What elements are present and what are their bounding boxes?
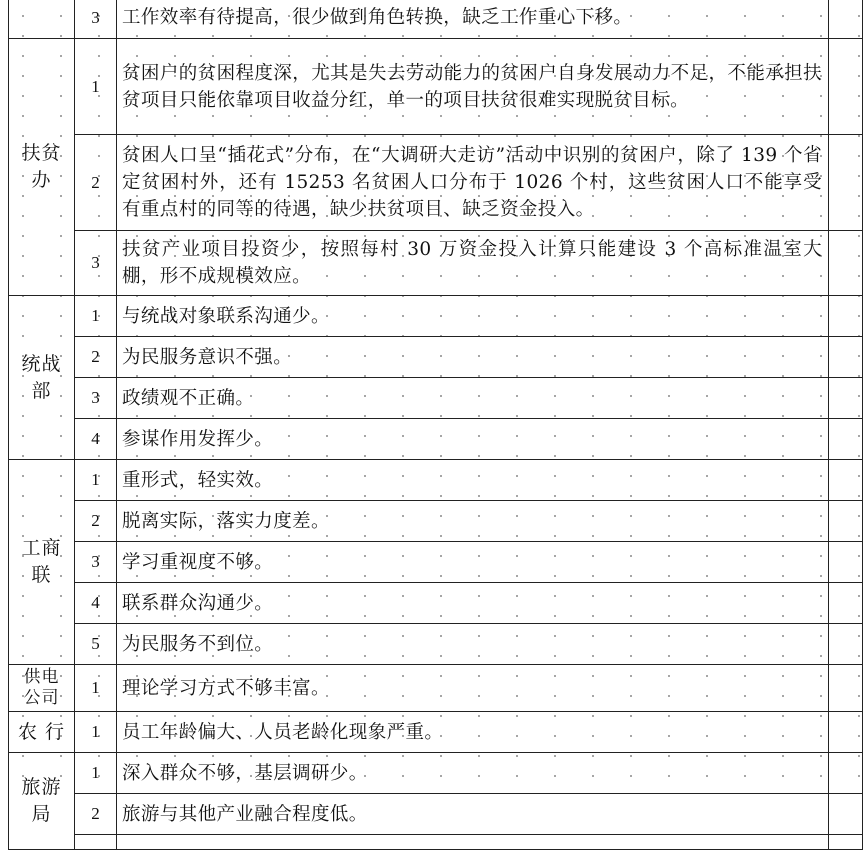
item-number: 3 xyxy=(75,378,117,419)
table-row xyxy=(9,296,863,337)
table-row xyxy=(9,460,863,501)
table-row xyxy=(9,835,863,850)
blank-cell xyxy=(829,231,863,296)
department-cell: 供电公司 xyxy=(9,665,75,712)
table-row xyxy=(9,337,863,378)
department-cell: 工商联 xyxy=(9,460,75,665)
item-text: 学习重视度不够。 xyxy=(117,542,829,583)
blank-cell xyxy=(829,835,863,850)
table-row xyxy=(9,501,863,542)
item-text: 深入群众不够，基层调研少。 xyxy=(117,753,829,794)
item-text: 贫困人口呈“插花式”分布，在“大调研大走访”活动中识别的贫困户，除了 139 个省定贫困村外，还有 15253 名贫困人口分布于 1026 个村，这些贫困人口不能享受有重点村的同等的待遇，缺少扶贫项目、缺乏资金投入。 xyxy=(117,135,829,231)
department-cell xyxy=(9,0,75,39)
item-number: 1 xyxy=(75,753,117,794)
department-cell: 农 行 xyxy=(9,712,75,753)
table-row xyxy=(9,794,863,835)
item-number: 2 xyxy=(75,501,117,542)
item-number: 1 xyxy=(75,665,117,712)
blank-cell xyxy=(829,378,863,419)
table-row xyxy=(9,39,863,135)
item-text: 参谋作用发挥少。 xyxy=(117,419,829,460)
item-number: 1 xyxy=(75,460,117,501)
blank-cell xyxy=(829,0,863,39)
table-row xyxy=(9,624,863,665)
item-text: 扶贫产业项目投资少，按照每村 30 万资金投入计算只能建设 3 个高标准温室大棚，形不成规模效应。 xyxy=(117,231,829,296)
blank-cell xyxy=(829,753,863,794)
item-text: 与统战对象联系沟通少。 xyxy=(117,296,829,337)
blank-cell xyxy=(829,135,863,231)
item-text: 员工年龄偏大、人员老龄化现象严重。 xyxy=(117,712,829,753)
table-row xyxy=(9,712,863,753)
blank-cell xyxy=(829,542,863,583)
blank-cell xyxy=(829,296,863,337)
blank-cell xyxy=(829,39,863,135)
table-row xyxy=(9,419,863,460)
table-row xyxy=(9,583,863,624)
department-cell: 统战部 xyxy=(9,296,75,460)
item-number: 3 xyxy=(75,542,117,583)
item-number: 5 xyxy=(75,624,117,665)
item-text: 联系群众沟通少。 xyxy=(117,583,829,624)
item-text: 为民服务不到位。 xyxy=(117,624,829,665)
table-row xyxy=(9,542,863,583)
blank-cell xyxy=(829,712,863,753)
department-cell: 扶贫办 xyxy=(9,39,75,296)
item-number: 3 xyxy=(75,231,117,296)
problems-table xyxy=(8,0,863,850)
item-number: 1 xyxy=(75,712,117,753)
item-text: 贫困户的贫困程度深，尤其是失去劳动能力的贫困户自身发展动力不足，不能承担扶贫项目只能依靠项目收益分红，单一的项目扶贫很难实现脱贫目标。 xyxy=(117,39,829,135)
item-text: 重形式，轻实效。 xyxy=(117,460,829,501)
blank-cell xyxy=(75,835,117,850)
item-number: 4 xyxy=(75,583,117,624)
table-row xyxy=(9,231,863,296)
item-number: 1 xyxy=(75,39,117,135)
item-number: 3 xyxy=(75,0,117,39)
blank-cell xyxy=(829,337,863,378)
blank-cell xyxy=(829,460,863,501)
blank-cell xyxy=(829,624,863,665)
table-row xyxy=(9,665,863,712)
item-number: 2 xyxy=(75,135,117,231)
item-number: 4 xyxy=(75,419,117,460)
table-row xyxy=(9,753,863,794)
item-number: 1 xyxy=(75,296,117,337)
blank-cell xyxy=(117,835,829,850)
blank-cell xyxy=(829,501,863,542)
department-cell: 旅游局 xyxy=(9,753,75,850)
item-text: 为民服务意识不强。 xyxy=(117,337,829,378)
table-row xyxy=(9,378,863,419)
table-row xyxy=(9,0,863,39)
item-text: 理论学习方式不够丰富。 xyxy=(117,665,829,712)
item-number: 2 xyxy=(75,337,117,378)
table-row xyxy=(9,135,863,231)
item-text: 脱离实际，落实力度差。 xyxy=(117,501,829,542)
item-text: 旅游与其他产业融合程度低。 xyxy=(117,794,829,835)
item-text: 政绩观不正确。 xyxy=(117,378,829,419)
blank-cell xyxy=(829,665,863,712)
item-text: 工作效率有待提高，很少做到角色转换，缺乏工作重心下移。 xyxy=(117,0,829,39)
blank-cell xyxy=(829,419,863,460)
blank-cell xyxy=(829,583,863,624)
blank-cell xyxy=(829,794,863,835)
item-number: 2 xyxy=(75,794,117,835)
